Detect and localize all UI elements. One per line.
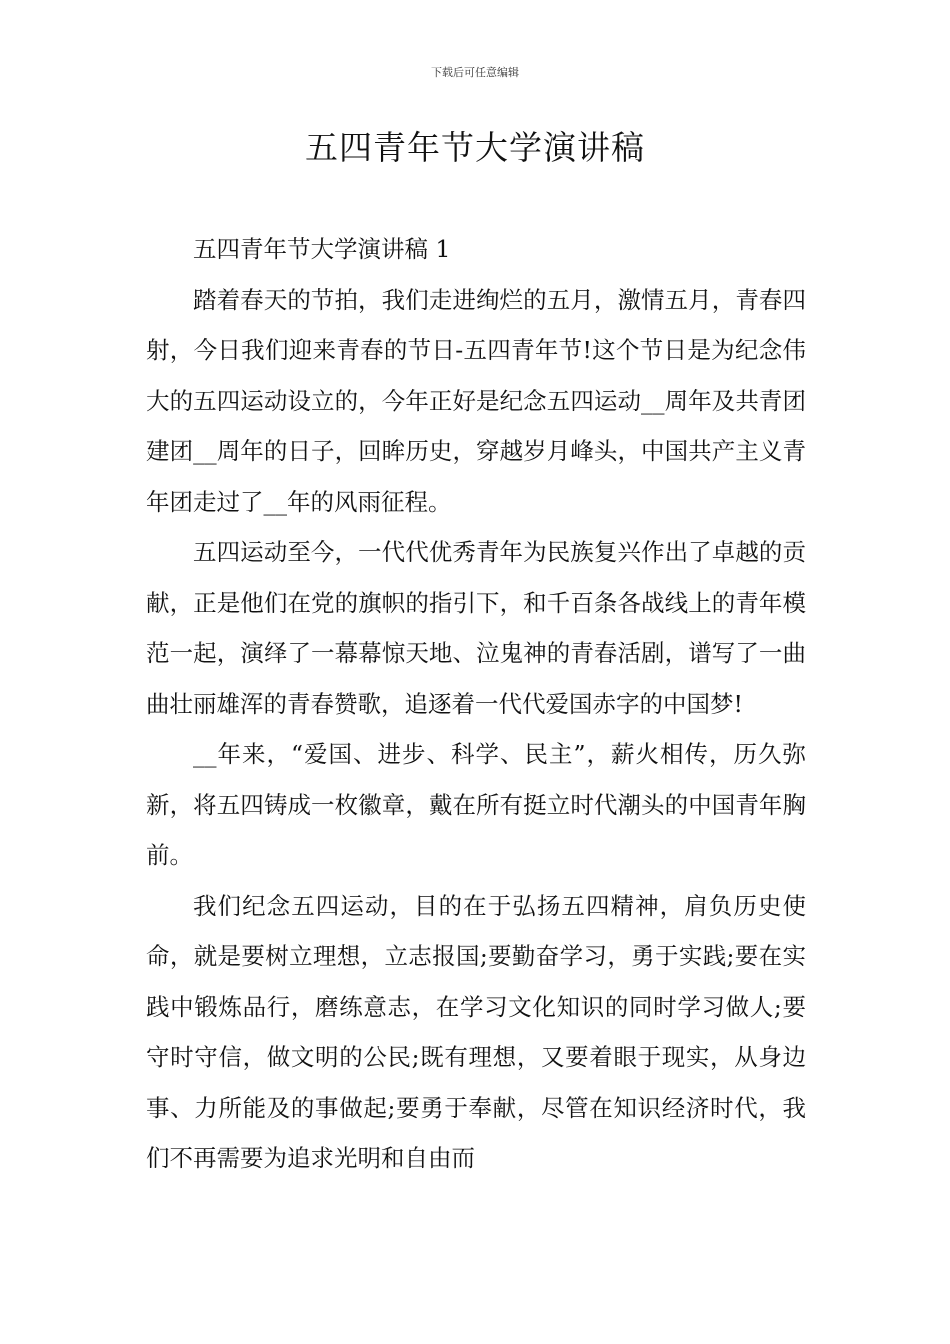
section-subheading: 五四青年节大学演讲稿 1 bbox=[193, 235, 451, 263]
document-title: 五四青年节大学演讲稿 bbox=[305, 128, 645, 167]
paragraph-2: 五四运动至今，一代代优秀青年为民族复兴作出了卓越的贡献，正是他们在党的旗帜的指引下，和千百条各战线上的青年模范一起，演绎了一幕幕惊天地、泣鬼神的青春活剧，谱写了一曲曲壮丽雄浑的青春赞歌，追逐着一代代爱国赤字的中国梦! bbox=[146, 538, 806, 718]
paragraph-3: __年来，“爱国、进步、科学、民主”，薪火相传，历久弥新，将五四铸成一枚徽章，戴在所有挺立时代潮头的中国青年胸前。 bbox=[146, 740, 806, 869]
document-body bbox=[146, 224, 806, 1184]
paragraph-4: 我们纪念五四运动，目的在于弘扬五四精神，肩负历史使命，就是要树立理想，立志报国;要勤奋学习，勇于实践;要在实践中锻炼品行，磨练意志，在学习文化知识的同时学习做人;要守时守信，做文明的公民;既有理想，又要着眼于现实，从身边事、力所能及的事做起;要勇于奉献，尽管在知识经济时代，我们不再需要为追求光明和自由而 bbox=[146, 891, 806, 1172]
paragraph-1: 踏着春天的节拍，我们走进绚烂的五月，激情五月，青春四射，今日我们迎来青春的节日-五四青年节!这个节日是为纪念伟大的五四运动设立的，今年正好是纪念五四运动__周年及共青团建团__周年的日子，回眸历史，穿越岁月峰头，中国共产主义青年团走过了__年的风雨征程。 bbox=[146, 285, 806, 516]
header-note: 下载后可任意编辑 bbox=[431, 66, 519, 79]
